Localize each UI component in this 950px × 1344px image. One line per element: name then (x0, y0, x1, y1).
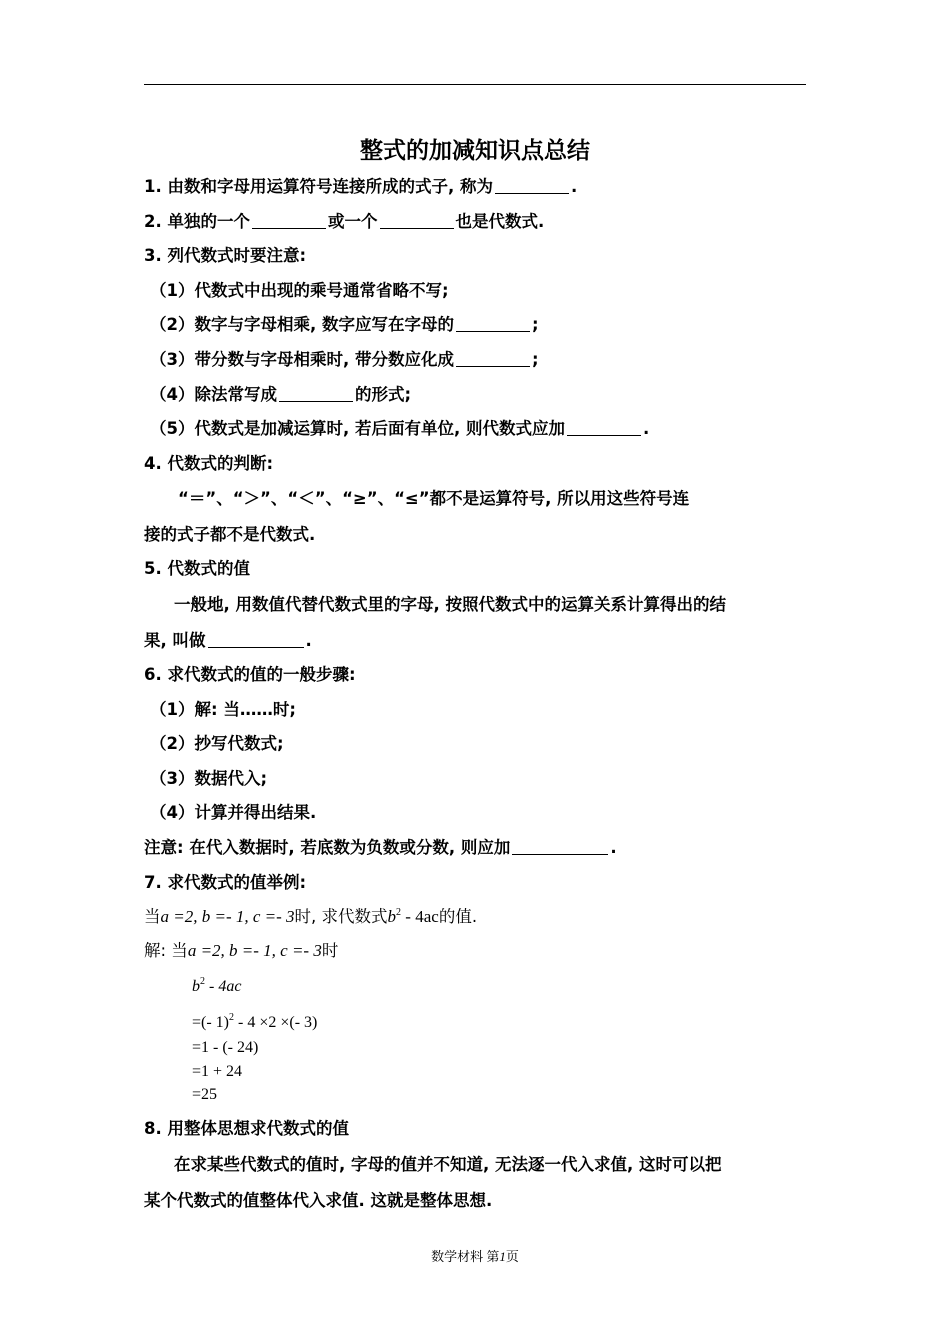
calc-step-1: $b^2 - 4ac$ (192, 976, 242, 995)
blank (456, 315, 530, 332)
item-7-solution: 解: 当a =2, b =- 1, c =- 3时 (144, 941, 339, 960)
blank (512, 838, 608, 855)
calc-step-2: =(- 1)$^2$ - 4 ×2 ×(- 3) (192, 1012, 318, 1031)
item-4-heading: 4. 代数式的判断: (144, 454, 274, 473)
item-6-4: （4）计算并得出结果. (150, 803, 317, 822)
item-6-3: （3）数据代入; (150, 769, 268, 788)
header-rule (144, 84, 806, 85)
item-8-heading: 8. 用整体思想求代数式的值 (144, 1119, 349, 1138)
item-5-para-line1: 一般地, 用数值代替代数式里的字母, 按照代数式中的运算关系计算得出的结 (174, 595, 727, 614)
page-footer: 数学材料 第1页 (431, 1249, 519, 1264)
blank (252, 212, 326, 229)
page-number: 1 (499, 1249, 506, 1264)
item-7-question: 当a =2, b =- 1, c =- 3时, 求代数式$b^2 - 4ac$的值. (144, 907, 478, 926)
item-6-2: （2）抄写代数式; (150, 734, 284, 753)
calc-step-4: =1 + 24 (192, 1063, 243, 1080)
note: 注意: 在代入数据时, 若底数为负数或分数, 则应加 . (144, 838, 617, 857)
calc-step-3: =1 - (- 24) (192, 1039, 259, 1056)
item-4-para-line1: “＝”、“＞”、“＜”、“≥”、“≤”都不是运算符号, 所以用这些符号连 (178, 489, 690, 508)
item-8-para-line2: 某个代数式的值整体代入求值. 这就是整体思想. (144, 1191, 493, 1210)
blank (456, 350, 530, 367)
item-6-heading: 6. 求代数式的值的一般步骤: (144, 665, 356, 684)
item-3-2: （2）数字与字母相乘, 数字应写在字母的 ; (150, 315, 539, 334)
item-5-para-line2: 果, 叫做 . (144, 631, 312, 650)
item-6-1: （1）解: 当……时; (150, 700, 296, 719)
item-3-4: （4）除法常写成 的形式; (150, 385, 412, 404)
item-5-heading: 5. 代数式的值 (144, 559, 250, 578)
item-2: 2. 单独的一个 或一个 也是代数式. (144, 212, 545, 231)
item-3-1: （1）代数式中出现的乘号通常省略不写; (150, 281, 449, 300)
blank (495, 177, 569, 194)
item-8-para-line1: 在求某些代数式的值时, 字母的值并不知道, 无法逐一代入求值, 这时可以把 (174, 1155, 722, 1174)
item-7-heading: 7. 求代数式的值举例: (144, 873, 307, 892)
item-3-5: （5）代数式是加减运算时, 若后面有单位, 则代数式应加 . (150, 419, 650, 438)
blank (567, 419, 641, 436)
calc-step-5: =25 (192, 1086, 218, 1103)
item-3-3: （3）带分数与字母相乘时, 带分数应化成 ; (150, 350, 539, 369)
item-3-heading: 3. 列代数式时要注意: (144, 246, 307, 265)
blank (380, 212, 454, 229)
blank (208, 631, 304, 648)
blank (279, 385, 353, 402)
item-1: 1. 由数和字母用运算符号连接所成的式子, 称为 . (144, 177, 578, 196)
page-title: 整式的加减知识点总结 (360, 138, 590, 164)
item-4-para-line2: 接的式子都不是代数式. (144, 525, 316, 544)
